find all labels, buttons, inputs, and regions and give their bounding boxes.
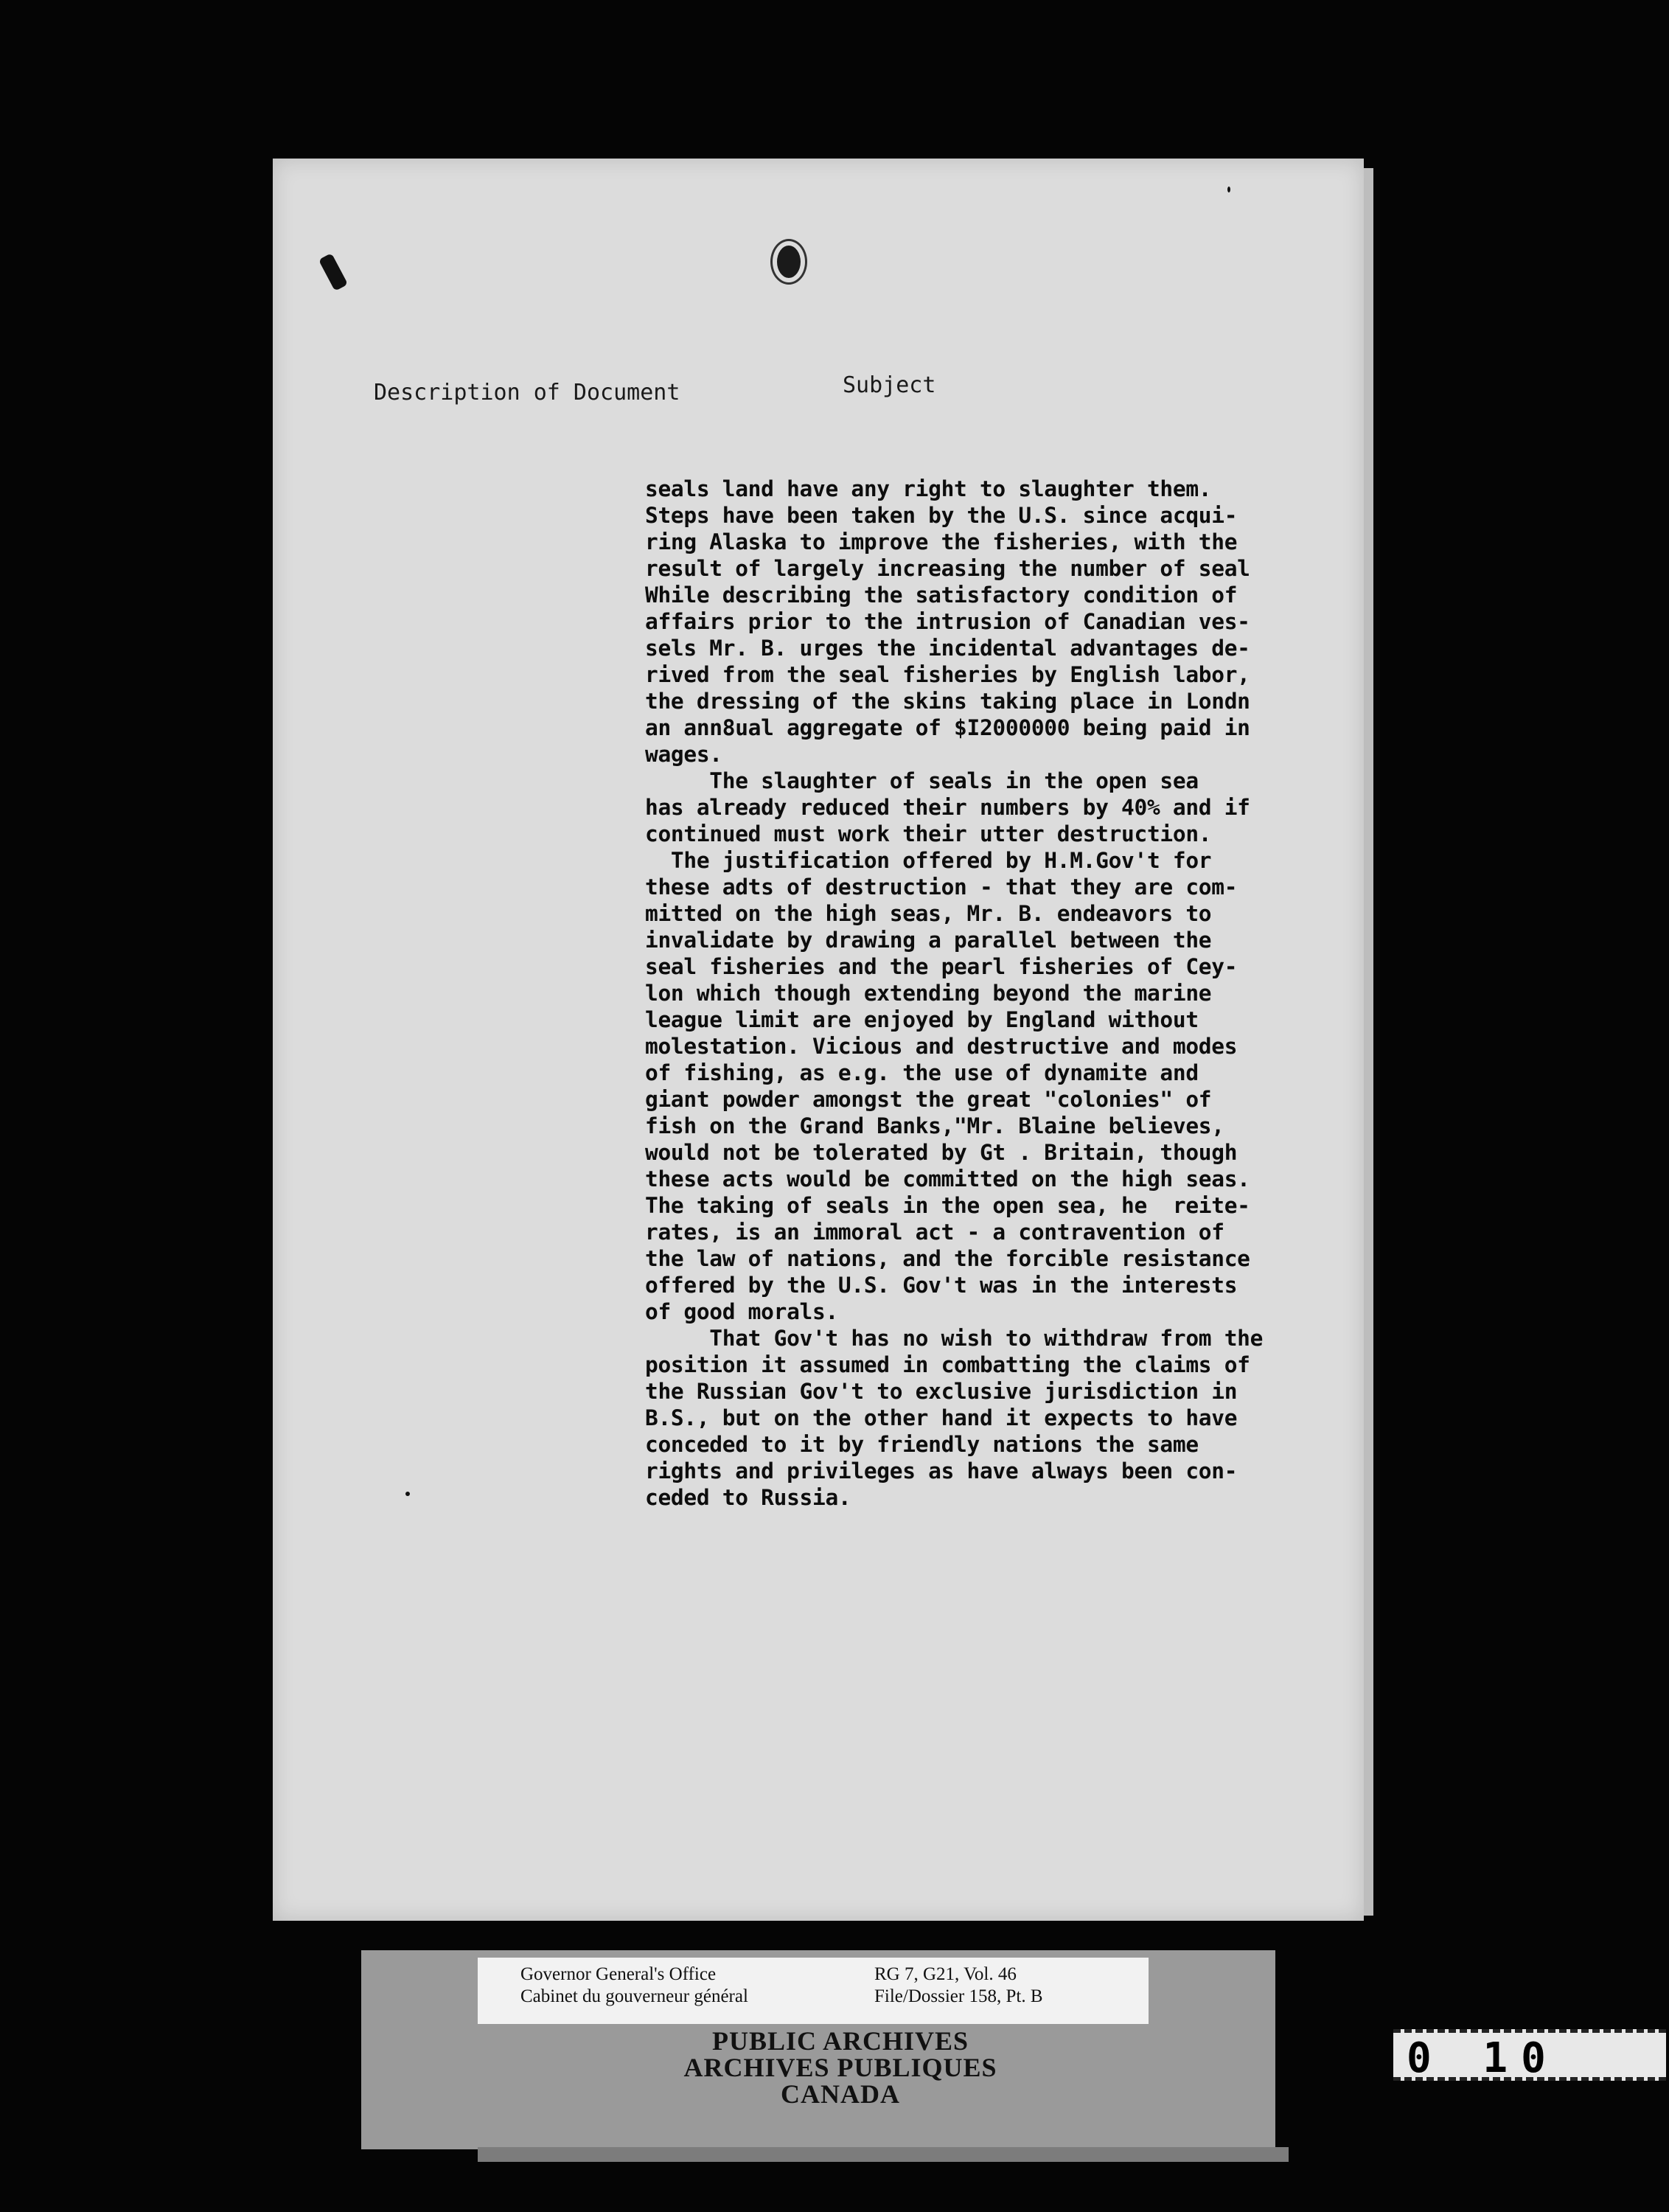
office-english: Governor General's Office: [520, 1964, 717, 1984]
body-line: B.S., but on the other hand it expects to have: [645, 1405, 1238, 1430]
document-body: [645, 476, 1353, 1511]
body-line: continued must work their utter destruction.: [645, 821, 1212, 846]
body-line: rived from the seal fisheries by English labor,: [645, 662, 1250, 687]
body-line: of good morals.: [645, 1299, 838, 1324]
corner-mark: [318, 253, 348, 291]
body-line: lon which though extending beyond the marine: [645, 981, 1212, 1006]
body-line: sels Mr. B. urges the incidental advantages de-: [645, 636, 1250, 661]
body-line: seals land have any right to slaughter them.: [645, 476, 1212, 501]
body-line: molestation. Vicious and destructive and modes: [645, 1034, 1238, 1059]
record-group-reference: RG 7, G21, Vol. 46: [874, 1964, 1017, 1984]
body-line: The taking of seals in the open sea, he reite-: [645, 1193, 1250, 1218]
public-archives-stamp: [509, 2028, 1172, 2131]
body-line: invalidate by drawing a parallel between the: [645, 928, 1212, 953]
punch-hole: [773, 241, 805, 282]
document-page: [273, 159, 1364, 1921]
archive-reference-card: [478, 1958, 1149, 2024]
body-line: ring Alaska to improve the fisheries, with the: [645, 529, 1238, 554]
microfilm-frame-number: 0 10: [1393, 2029, 1666, 2081]
body-line: fish on the Grand Banks,"Mr. Blaine believes,: [645, 1113, 1224, 1138]
body-line: While describing the satisfactory condition of: [645, 582, 1238, 608]
body-line: seal fisheries and the pearl fisheries of Cey-: [645, 954, 1238, 979]
body-line: these adts of destruction - that they are com-: [645, 874, 1238, 900]
body-line: offered by the U.S. Gov't was in the interests: [645, 1273, 1238, 1298]
body-line: Steps have been taken by the U.S. since acqui-: [645, 503, 1238, 528]
label-bottom-bar: [478, 2147, 1289, 2162]
speck: [405, 1492, 410, 1496]
body-line: would not be tolerated by Gt . Britain, though: [645, 1140, 1238, 1165]
header-description-of-document: Description of Document: [374, 380, 680, 406]
body-line: wages.: [645, 742, 722, 767]
body-line: affairs prior to the intrusion of Canadian ves-: [645, 609, 1250, 634]
body-line: league limit are enjoyed by England without: [645, 1007, 1199, 1032]
body-line: That Gov't has no wish to withdraw from the: [645, 1326, 1264, 1351]
office-french: Cabinet du gouverneur général: [520, 1986, 748, 2006]
body-line: The slaughter of seals in the open sea: [645, 768, 1199, 793]
body-line: has already reduced their numbers by 40% and if: [645, 795, 1250, 820]
speck: [1227, 187, 1230, 192]
header-subject: Subject: [843, 372, 936, 398]
body-line: giant powder amongst the great "colonies" of: [645, 1087, 1212, 1112]
body-line: these acts would be committed on the high seas.: [645, 1166, 1250, 1192]
body-line: the dressing of the skins taking place in Londn: [645, 689, 1250, 714]
body-line: The justification offered by H.M.Gov't for: [645, 848, 1212, 873]
body-line: position it assumed in combatting the claims of: [645, 1352, 1250, 1377]
body-line: the Russian Gov't to exclusive jurisdiction in: [645, 1379, 1238, 1404]
file-reference: File/Dossier 158, Pt. B: [874, 1986, 1043, 2006]
body-line: an ann8ual aggregate of $I2000000 being paid in: [645, 715, 1250, 740]
stamp-line-2: ARCHIVES PUBLIQUES: [683, 2053, 997, 2082]
body-line: rates, is an immoral act - a contravention of: [645, 1220, 1224, 1245]
body-line: ceded to Russia.: [645, 1485, 851, 1510]
stamp-line-3: CANADA: [781, 2079, 900, 2109]
body-line: result of largely increasing the number of seal: [645, 556, 1250, 581]
body-line: mitted on the high seas, Mr. B. endeavors to: [645, 901, 1212, 926]
stamp-line-1: PUBLIC ARCHIVES: [711, 2026, 969, 2056]
body-line: rights and privileges as have always been con-: [645, 1458, 1238, 1484]
body-line: of fishing, as e.g. the use of dynamite and: [645, 1060, 1199, 1085]
body-line: the law of nations, and the forcible resistance: [645, 1246, 1250, 1271]
body-line: conceded to it by friendly nations the same: [645, 1432, 1199, 1457]
